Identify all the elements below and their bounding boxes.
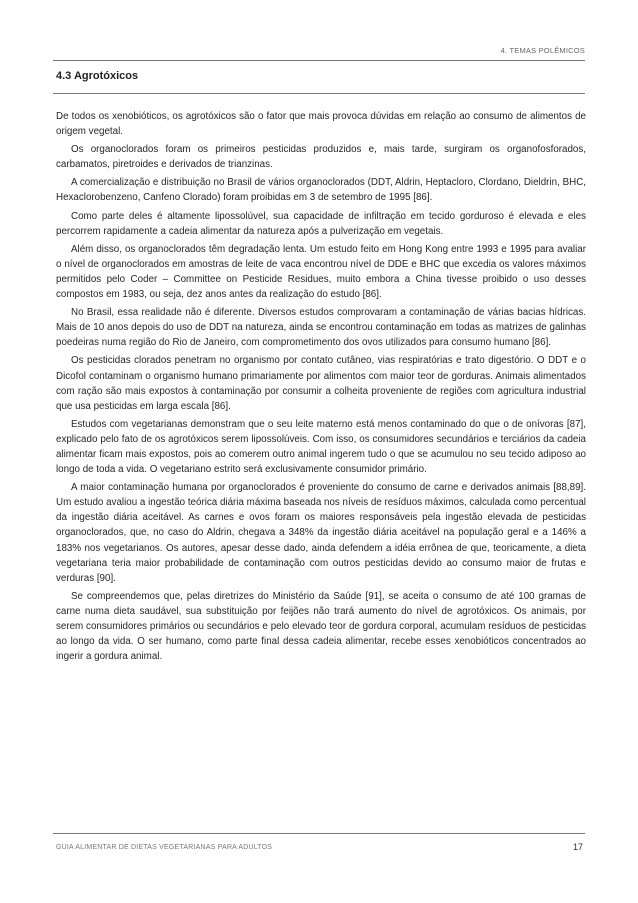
paragraph: A comercialização e distribuição no Brasil de vários organoclorados (DDT, Aldrin, Heptacloro, Clordano, Dieldrin, BHC, Hexaclorobenzeno, Canfeno Clorado) foram proibidas em 3 de setembro de 1995 [86]. <box>56 177 586 204</box>
paragraph: No Brasil, essa realidade não é diferente. Diversos estudos comprovaram a contaminação de várias bacias hídricas. Mais de 10 anos depois do uso de DDT na natureza, ainda se encontrou contaminação em todas as matrizes de galinhas poedeiras numa região do Rio de Janeiro, com comprometimento dos ovos utilizados para consumo humano [86]. <box>56 307 586 349</box>
footer-book-title: GUIA ALIMENTAR DE DIETAS VEGETARIANAS PARA ADULTOS <box>56 844 273 851</box>
section-title-divider <box>53 93 585 94</box>
paragraph: De todos os xenobióticos, os agrotóxicos são o fator que mais provoca dúvidas em relação ao consumo de alimentos de origem vegetal. <box>56 111 586 138</box>
page-number: 17 <box>572 842 583 852</box>
header-divider <box>53 60 585 61</box>
paragraph: Como parte deles é altamente lipossolúvel, sua capacidade de infiltração em tecido gorduroso é elevada e eles percorrem rapidamente a cadeia alimentar da natureza após a pulverização em vegetais. <box>56 210 586 237</box>
paragraph: Além disso, os organoclorados têm degradação lenta. Um estudo feito em Hong Kong entre 1993 e 1995 para avaliar o nível de organoclorados em amostras de leite de vaca encontrou nível de DDE e BHC que excedia os valores máximos permitidos pelo Coder – Committee on Pesticide Residues, muito embora a China tivesse proibido o uso desses compostos em 1983, ou seja, dez anos antes da realização do estudo [86]. <box>56 243 586 301</box>
paragraph: Os pesticidas clorados penetram no organismo por contato cutâneo, vias respiratórias e trato digestório. O DDT e o Dicofol contaminam o organismo humano primariamente por alimentos com maior teor de gorduras. Animais alimentados com ração são mais expostos à contaminação por consumir a colheita proveniente de regiões com agricultura industrial que usa pesticidas em larga escala [86]. <box>56 355 586 412</box>
section-title: 4.3 Agrotóxicos <box>56 70 139 82</box>
body-text <box>56 109 586 667</box>
paragraph: Se compreendemos que, pelas diretrizes do Ministério da Saúde [91], se aceita o consumo de até 100 gramas de carne numa dieta saudável, sua substituição por feijões não trará aumento do nível de agrotóxicos. Os animais, por serem consumidores primários ou secundários e pelo elevado teor de gordura corporal, acumulam resíduos de pesticidas ao longo da vida. O ser humano, como parte final dessa cadeia alimentar, recebe esses xenobióticos concentrados ao ingerir a gordura animal. <box>56 590 586 663</box>
footer-divider <box>53 833 585 834</box>
paragraph: A maior contaminação humana por organoclorados é proveniente do consumo de carne e derivados animais [88,89]. Um estudo avaliou a ingestão teórica diária máxima baseada nos níveis de resíduos máximos, calculada como percentual da ingestão diária aceitável. As carnes e ovos foram os maiores responsáveis pela ingestão elevada de pesticidas organoclorados, que, no caso do Aldrin, chegava a 348% da ingestão diária aceitável na população geral e a 146% a 183% nos vegetarianos. Os autores, apesar desse dado, ainda defendem a idéia errônea de que, teoricamente, a dieta vegetariana teria maior probabilidade de contaminação com outros pesticidas devido ao consumo maior de frutas e verduras [90]. <box>56 482 586 584</box>
paragraph: Estudos com vegetarianas demonstram que o seu leite materno está menos contaminado do que o de onívoras [87], explicado pelo fato de os agrotóxicos serem lipossolúveis. Com isso, os consumidores secundários e terciários da cadeia alimentar ficam mais expostos, pois ao comerem outro animal ingerem tudo o que se acumulou no seu tecido adiposo ao longo de toda a vida. O vegetariano estrito será exclusivamente consumidor primário. <box>56 418 586 476</box>
paragraph: Os organoclorados foram os primeiros pesticidas produzidos e, mais tarde, surgiram os organofosforados, carbamatos, piretroides e derivados de trianzinas. <box>56 144 586 171</box>
running-header: 4. TEMAS POLÊMICOS <box>500 46 585 55</box>
